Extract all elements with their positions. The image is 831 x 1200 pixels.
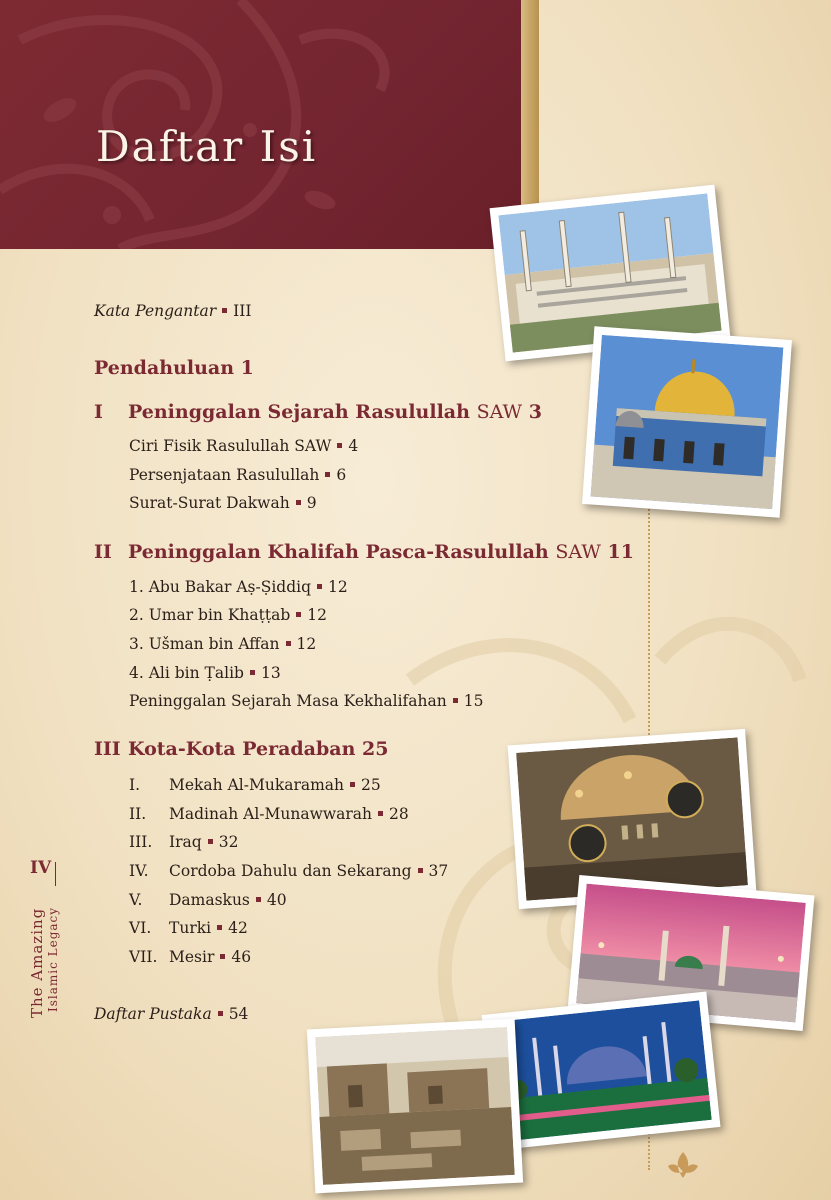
toc-item[interactable]: V. Damaskus 40: [129, 891, 287, 909]
page-title: Daftar Isi: [96, 122, 318, 171]
toc-item[interactable]: 2. Umar bin Khaṭṭab 12: [129, 606, 328, 624]
bullet-square-icon: [453, 698, 458, 703]
bullet-square-icon: [325, 472, 330, 477]
bullet-square-icon: [350, 782, 355, 787]
toc-kata-pengantar[interactable]: Kata Pengantar III: [94, 302, 252, 320]
bullet-square-icon: [256, 897, 261, 902]
bullet-square-icon: [378, 811, 383, 816]
bullet-square-icon: [286, 641, 291, 646]
toc-item[interactable]: VII. Mesir 46: [129, 948, 252, 966]
bullet-square-icon: [296, 612, 301, 617]
photo-dome-of-the-rock: [582, 326, 792, 517]
toc-item[interactable]: I. Mekah Al-Mukaramah 25: [129, 776, 381, 794]
book-title-line1: The Amazing: [28, 907, 46, 1018]
bullet-square-icon: [220, 954, 225, 959]
bullet-square-icon: [217, 925, 222, 930]
page-number: IV: [30, 858, 52, 878]
toc-item[interactable]: Peninggalan Sejarah Masa Kekhalifahan 15: [129, 692, 484, 710]
bullet-square-icon: [208, 839, 213, 844]
chapter-heading-1[interactable]: I Peninggalan Sejarah Rasulullah SAW 3: [94, 401, 542, 423]
toc-item[interactable]: Surat-Surat Dakwah 9: [129, 494, 317, 512]
toc-item[interactable]: II. Madinah Al-Munawwarah 28: [129, 805, 409, 823]
bullet-square-icon: [317, 584, 322, 589]
toc-item[interactable]: 1. Abu Bakar Aṣ-Ṣiddiq 12: [129, 578, 348, 596]
toc-item[interactable]: Ciri Fisik Rasulullah SAW 4: [129, 437, 359, 455]
toc-pendahuluan[interactable]: Pendahuluan 1: [94, 357, 254, 379]
bullet-square-icon: [218, 1011, 223, 1016]
fleur-ornament-icon: [664, 1150, 702, 1180]
bullet-square-icon: [222, 308, 227, 313]
toc-item[interactable]: 4. Ali bin Ṭalib 13: [129, 664, 281, 682]
bullet-square-icon: [418, 868, 423, 873]
toc-item[interactable]: IV. Cordoba Dahulu dan Sekarang 37: [129, 862, 449, 880]
toc-item[interactable]: Persenjataan Rasulullah 6: [129, 466, 347, 484]
toc-daftar-pustaka[interactable]: Daftar Pustaka 54: [94, 1005, 249, 1023]
chapter-heading-3[interactable]: III Kota-Kota Peradaban 25: [94, 738, 389, 760]
bullet-square-icon: [250, 670, 255, 675]
side-rule: [55, 862, 56, 886]
photo-ancient-ruins: [307, 1019, 523, 1194]
toc-item[interactable]: VI. Turki 42: [129, 919, 248, 937]
chapter-heading-2[interactable]: II Peninggalan Khalifah Pasca-Rasulullah SAW 11: [94, 541, 634, 563]
bullet-square-icon: [337, 443, 342, 448]
toc-item[interactable]: 3. Ušman bin Affan 12: [129, 635, 317, 653]
title-banner: [0, 0, 521, 249]
bullet-square-icon: [296, 500, 301, 505]
toc-item[interactable]: III. Iraq 32: [129, 833, 239, 851]
book-title-line2: Islamic Legacy: [46, 906, 60, 1012]
